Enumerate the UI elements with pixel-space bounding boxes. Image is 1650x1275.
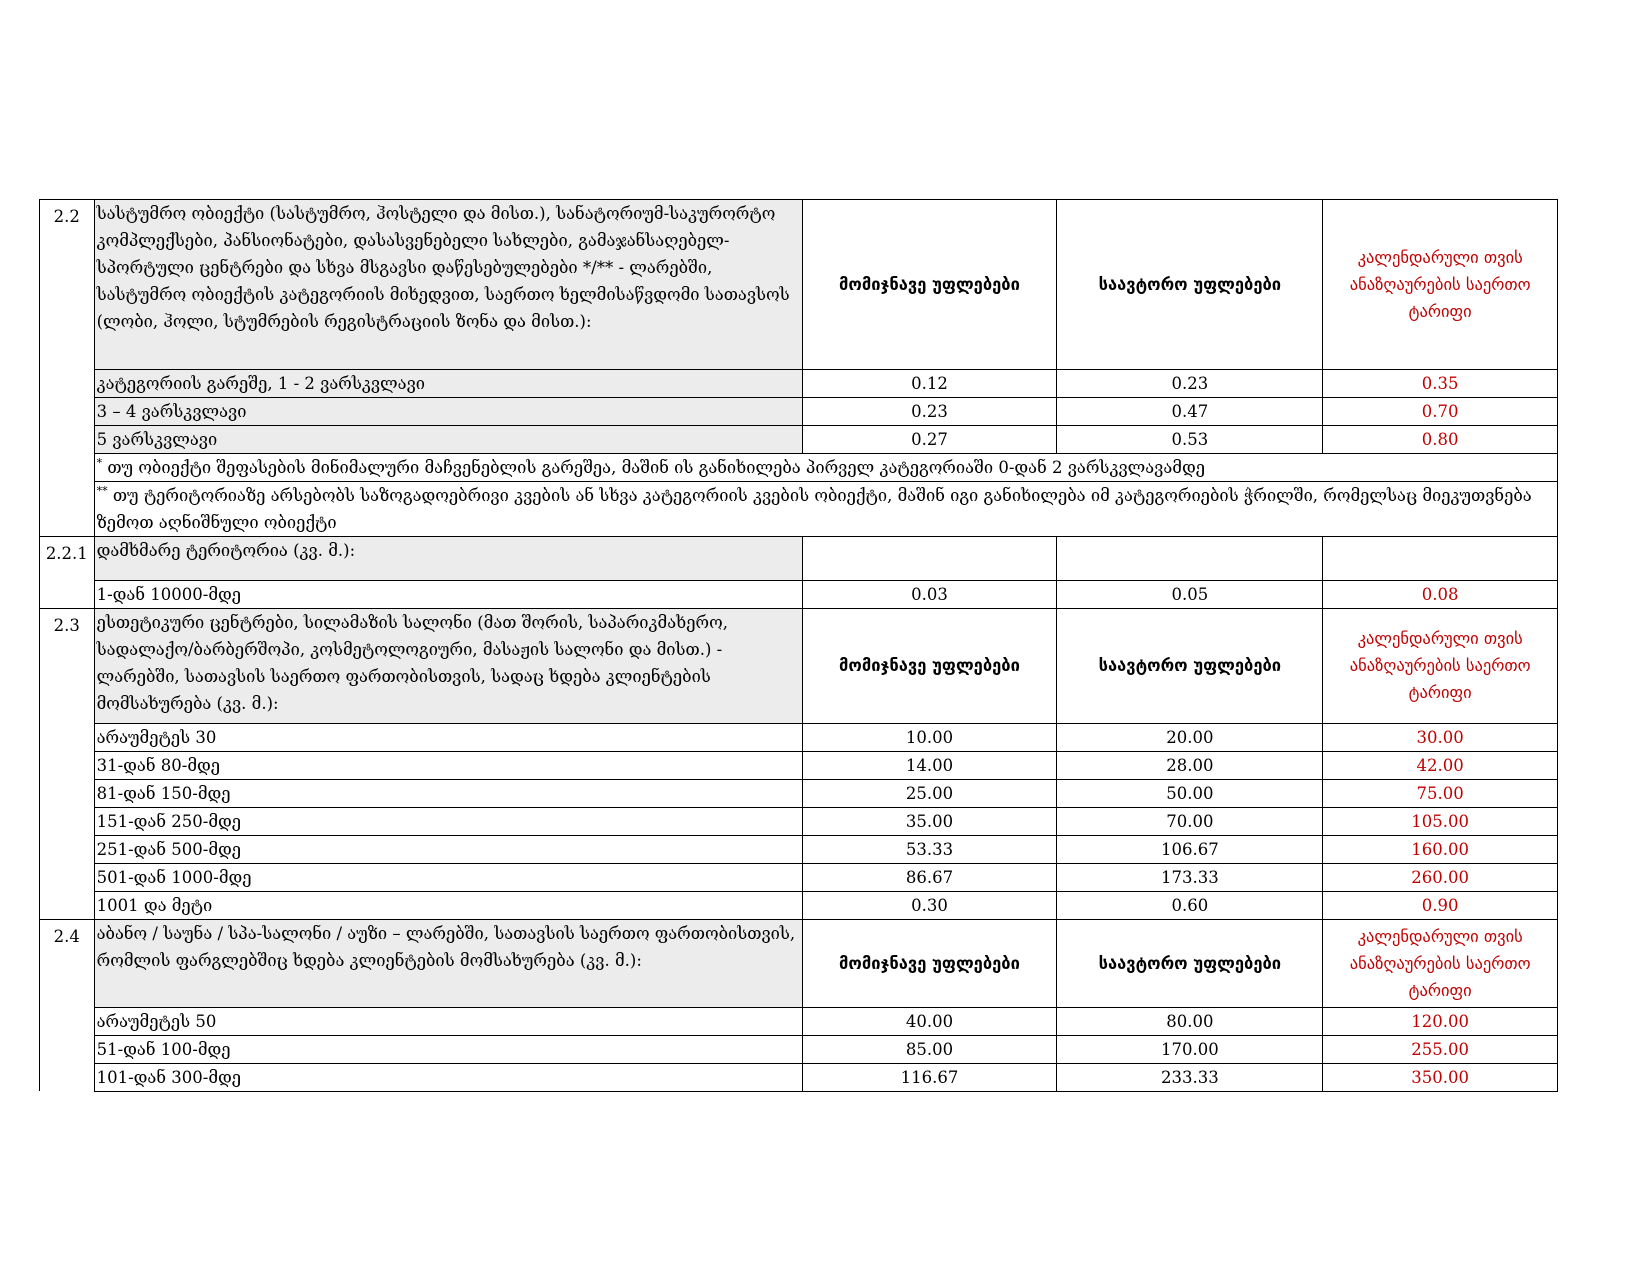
table-row xyxy=(40,426,1558,454)
row-label: არაუმეტეს 30 xyxy=(94,723,802,751)
section-2-4-header-row xyxy=(40,919,1558,1007)
footnote-text: თუ ობიექტი შეფასების მინიმალური მაჩვენებლის გარეშეა, მაშინ ის განიხილება პირველ კატეგორიაში 0-დან 2 ვარსკვლავამდე xyxy=(102,458,1205,477)
table-row xyxy=(40,398,1558,426)
neighboring-rights-value: 40.00 xyxy=(802,1007,1057,1035)
table-row xyxy=(40,723,1558,751)
neighboring-rights-value: 25.00 xyxy=(802,779,1057,807)
total-tariff-value: 350.00 xyxy=(1323,1063,1558,1091)
table-row xyxy=(40,807,1558,835)
section-title: დამხმარე ტერიტორია (კვ. მ.): xyxy=(94,537,802,581)
neighboring-rights-value: 0.03 xyxy=(802,580,1057,608)
table-row xyxy=(40,891,1558,919)
neighboring-rights-value: 0.27 xyxy=(802,426,1057,454)
author-rights-value: 0.47 xyxy=(1057,398,1323,426)
row-label: 151-დან 250-მდე xyxy=(94,807,802,835)
total-tariff-value: 160.00 xyxy=(1323,835,1558,863)
author-rights-value: 173.33 xyxy=(1057,863,1323,891)
section-title: აბანო / საუნა / სპა-სალონი / აუზი – ლარებში, სათავსის საერთო ფართობისთვის, რომლის ფარგლებშიც ხდება კლიენტების მომსახურება (კვ. მ.): xyxy=(94,919,802,1007)
section-2-2-1-header-row xyxy=(40,537,1558,581)
footnote xyxy=(94,454,1557,482)
section-number: 2.4 xyxy=(40,919,95,1007)
neighboring-rights-value: 53.33 xyxy=(802,835,1057,863)
table-row xyxy=(40,1007,1558,1035)
total-tariff-value: 0.08 xyxy=(1323,580,1558,608)
table-row xyxy=(40,863,1558,891)
row-label: არაუმეტეს 50 xyxy=(94,1007,802,1035)
author-rights-value: 50.00 xyxy=(1057,779,1323,807)
author-rights-value: 233.33 xyxy=(1057,1063,1323,1091)
neighboring-rights-value: 14.00 xyxy=(802,751,1057,779)
total-tariff-value: 120.00 xyxy=(1323,1007,1558,1035)
row-label: კატეგორიის გარეშე, 1 - 2 ვარსკვლავი xyxy=(94,370,802,398)
table-row xyxy=(40,580,1558,608)
neighboring-rights-value: 116.67 xyxy=(802,1063,1057,1091)
total-tariff-value: 255.00 xyxy=(1323,1035,1558,1063)
footnote-mark: * xyxy=(96,456,103,470)
author-rights-value: 20.00 xyxy=(1057,723,1323,751)
section-number: 2.2 xyxy=(40,200,95,370)
neighboring-rights-value: 0.23 xyxy=(802,398,1057,426)
column-header-neighboring-rights: მომიჯნავე უფლებები xyxy=(802,919,1057,1007)
column-header-author-rights: საავტორო უფლებები xyxy=(1057,919,1323,1007)
footnote-text: თუ ტერიტორიაზე არსებობს საზოგადოებრივი კვების ან სხვა კატეგორიის კვების ობიექტი, მაშინ იგი განიხილება იმ კატეგორიების ჭრილში, რომელსაც მიეკუთვნება ზემოთ აღნიშნული ობიექტი xyxy=(96,486,1532,532)
total-tariff-value: 0.70 xyxy=(1323,398,1558,426)
footnote xyxy=(94,482,1557,537)
row-label: 51-დან 100-მდე xyxy=(94,1035,802,1063)
section-title: ესთეტიკური ცენტრები, სილამაზის სალონი (მათ შორის, საპარიკმახერო, სადალაქო/ბარბერშოპი, კოსმეტოლოგიური, მასაჟის სალონი და მისთ.) - ლარებში, სათავსის საერთო ფართობისთვის, სადაც ხდება კლიენტების მომსახურება (კვ. მ.): xyxy=(94,608,802,723)
column-header-neighboring-rights: მომიჯნავე უფლებები xyxy=(802,200,1057,370)
column-header-total-tariff: კალენდარული თვის ანაზღაურების საერთო ტარიფი xyxy=(1323,608,1558,723)
table-row xyxy=(40,370,1558,398)
row-label: 501-დან 1000-მდე xyxy=(94,863,802,891)
author-rights-value: 106.67 xyxy=(1057,835,1323,863)
column-header-author-rights: საავტორო უფლებები xyxy=(1057,200,1323,370)
row-label: 1-დან 10000-მდე xyxy=(94,580,802,608)
total-tariff-value: 75.00 xyxy=(1323,779,1558,807)
row-label: 5 ვარსკვლავი xyxy=(94,426,802,454)
author-rights-value: 0.53 xyxy=(1057,426,1323,454)
row-label: 81-დან 150-მდე xyxy=(94,779,802,807)
footnote-row xyxy=(40,454,1558,482)
column-header-total-tariff: კალენდარული თვის ანაზღაურების საერთო ტარიფი xyxy=(1323,200,1558,370)
author-rights-value: 170.00 xyxy=(1057,1035,1323,1063)
table-row xyxy=(40,779,1558,807)
neighboring-rights-value: 86.67 xyxy=(802,863,1057,891)
section-number: 2.2.1 xyxy=(40,537,95,581)
author-rights-value: 80.00 xyxy=(1057,1007,1323,1035)
total-tariff-value: 0.80 xyxy=(1323,426,1558,454)
footnote-mark: ** xyxy=(96,484,108,498)
neighboring-rights-value: 10.00 xyxy=(802,723,1057,751)
table-row xyxy=(40,1035,1558,1063)
footnote-row xyxy=(40,482,1558,537)
total-tariff-value: 42.00 xyxy=(1323,751,1558,779)
neighboring-rights-value: 0.12 xyxy=(802,370,1057,398)
neighboring-rights-value: 85.00 xyxy=(802,1035,1057,1063)
total-tariff-value: 0.90 xyxy=(1323,891,1558,919)
row-label: 251-დან 500-მდე xyxy=(94,835,802,863)
column-header-neighboring-rights: მომიჯნავე უფლებები xyxy=(802,608,1057,723)
column-header-total-tariff: კალენდარული თვის ანაზღაურების საერთო ტარიფი xyxy=(1323,919,1558,1007)
row-label: 1001 და მეტი xyxy=(94,891,802,919)
author-rights-value: 0.23 xyxy=(1057,370,1323,398)
total-tariff-value: 260.00 xyxy=(1323,863,1558,891)
total-tariff-value: 30.00 xyxy=(1323,723,1558,751)
section-2-3-header-row xyxy=(40,608,1558,723)
row-label: 31-დან 80-მდე xyxy=(94,751,802,779)
table-row xyxy=(40,751,1558,779)
author-rights-value: 28.00 xyxy=(1057,751,1323,779)
neighboring-rights-value: 35.00 xyxy=(802,807,1057,835)
section-number: 2.3 xyxy=(40,608,95,723)
neighboring-rights-value: 0.30 xyxy=(802,891,1057,919)
total-tariff-value: 0.35 xyxy=(1323,370,1558,398)
table-row xyxy=(40,835,1558,863)
tariff-table xyxy=(39,199,1558,1092)
section-2-2-header-row xyxy=(40,200,1558,370)
author-rights-value: 0.60 xyxy=(1057,891,1323,919)
author-rights-value: 0.05 xyxy=(1057,580,1323,608)
author-rights-value: 70.00 xyxy=(1057,807,1323,835)
row-label: 3 – 4 ვარსკვლავი xyxy=(94,398,802,426)
column-header-author-rights: საავტორო უფლებები xyxy=(1057,608,1323,723)
row-label: 101-დან 300-მდე xyxy=(94,1063,802,1091)
total-tariff-value: 105.00 xyxy=(1323,807,1558,835)
section-title: სასტუმრო ობიექტი (სასტუმრო, ჰოსტელი და მისთ.), სანატორიუმ-საკურორტო კომპლექსები, პანსიონატები, დასასვენებელი სახლები, გამაჯანსაღებელ-სპორტული ცენტრები და სხვა მსგავსი დაწესებულებები */** - ლარებში, სასტუმრო ობიექტის კატეგორიის მიხედვით, საერთო ხელმისაწვდომი სათავსოს (ლობი, ჰოლი, სტუმრების რეგისტრაციის ზონა და მისთ.): xyxy=(94,200,802,370)
table-row xyxy=(40,1063,1558,1091)
